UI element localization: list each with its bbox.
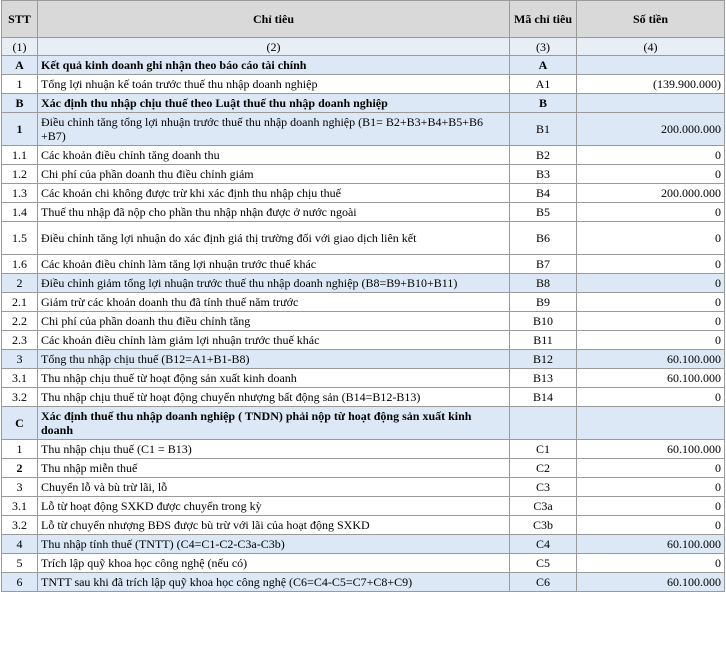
row-code: C5 <box>510 554 577 573</box>
row-code <box>510 407 577 440</box>
row-stt: 6 <box>2 573 38 592</box>
row-amount: 0 <box>577 274 725 293</box>
table-row <box>2 350 725 369</box>
row-label: Điều chỉnh tăng lợi nhuận do xác định giá thị trường đối với giao dịch liên kết <box>38 222 510 255</box>
row-stt: 1 <box>2 75 38 94</box>
row-amount: 0 <box>577 203 725 222</box>
row-code: B7 <box>510 255 577 274</box>
header-chi-tieu: Chỉ tiêu <box>38 1 510 38</box>
row-code: C3a <box>510 497 577 516</box>
row-label: Thu nhập chịu thuế từ hoạt động chuyển nhượng bất động sản (B14=B12-B13) <box>38 388 510 407</box>
row-label: Giảm trừ các khoản doanh thu đã tính thuế năm trước <box>38 293 510 312</box>
table-body <box>2 38 725 592</box>
row-amount: 60.100.000 <box>577 369 725 388</box>
row-code: C6 <box>510 573 577 592</box>
row-label: Thu nhập tính thuế (TNTT) (C4=C1-C2-C3a-C3b) <box>38 535 510 554</box>
row-amount: 0 <box>577 146 725 165</box>
row-label: Các khoản chi không được trừ khi xác định thu nhập chịu thuế <box>38 184 510 203</box>
row-amount: 200.000.000 <box>577 184 725 203</box>
row-label: Thu nhập chịu thuế (C1 = B13) <box>38 440 510 459</box>
row-stt: 1 <box>2 440 38 459</box>
row-amount: 0 <box>577 459 725 478</box>
row-stt: 3.1 <box>2 369 38 388</box>
table-row <box>2 497 725 516</box>
row-label: Thuế thu nhập đã nộp cho phần thu nhập nhận được ở nước ngoài <box>38 203 510 222</box>
row-code: B9 <box>510 293 577 312</box>
table-row <box>2 222 725 255</box>
row-label: Các khoản điều chỉnh tăng doanh thu <box>38 146 510 165</box>
index-cell: (1) <box>2 38 38 56</box>
row-stt: 3 <box>2 350 38 369</box>
table-row <box>2 459 725 478</box>
row-code: B14 <box>510 388 577 407</box>
row-amount: 0 <box>577 478 725 497</box>
row-stt: 4 <box>2 535 38 554</box>
row-amount: 60.100.000 <box>577 573 725 592</box>
row-amount <box>577 94 725 113</box>
row-code: B4 <box>510 184 577 203</box>
row-code: B3 <box>510 165 577 184</box>
row-code: B12 <box>510 350 577 369</box>
row-label: Các khoản điều chỉnh làm giảm lợi nhuận trước thuế khác <box>38 331 510 350</box>
row-stt: 2.3 <box>2 331 38 350</box>
row-amount: 0 <box>577 331 725 350</box>
table-row <box>2 369 725 388</box>
row-stt: A <box>2 56 38 75</box>
row-code: B2 <box>510 146 577 165</box>
row-label: Lỗ từ hoạt động SXKD được chuyển trong kỳ <box>38 497 510 516</box>
row-stt: 3.2 <box>2 516 38 535</box>
row-label: Xác định thu nhập chịu thuế theo Luật thuế thu nhập doanh nghiệp <box>38 94 510 113</box>
row-label: Điều chỉnh giảm tổng lợi nhuận trước thuế thu nhập doanh nghiệp (B8=B9+B10+B11) <box>38 274 510 293</box>
row-stt: 3 <box>2 478 38 497</box>
row-code: B10 <box>510 312 577 331</box>
table-row <box>2 184 725 203</box>
table-row <box>2 554 725 573</box>
row-amount: 0 <box>577 497 725 516</box>
tax-finalization-table <box>1 0 725 592</box>
table-row <box>2 293 725 312</box>
row-label: Tổng thu nhập chịu thuế (B12=A1+B1-B8) <box>38 350 510 369</box>
row-stt: 2 <box>2 459 38 478</box>
row-label: Thu nhập chịu thuế từ hoạt động sản xuất kinh doanh <box>38 369 510 388</box>
row-label: Tổng lợi nhuận kế toán trước thuế thu nhập doanh nghiệp <box>38 75 510 94</box>
row-label: Trích lập quỹ khoa học công nghệ (nếu có) <box>38 554 510 573</box>
row-stt: 2.2 <box>2 312 38 331</box>
row-code: A1 <box>510 75 577 94</box>
row-label: Xác định thuế thu nhập doanh nghiệp ( TNDN) phải nộp từ hoạt động sản xuất kinh doanh <box>38 407 510 440</box>
row-code: B8 <box>510 274 577 293</box>
row-amount: 0 <box>577 516 725 535</box>
row-amount: 60.100.000 <box>577 440 725 459</box>
table-row <box>2 388 725 407</box>
table-row <box>2 573 725 592</box>
row-label: Chuyển lỗ và bù trừ lãi, lỗ <box>38 478 510 497</box>
table-row <box>2 312 725 331</box>
table-row <box>2 203 725 222</box>
row-amount: 0 <box>577 165 725 184</box>
table-row <box>2 478 725 497</box>
row-amount <box>577 56 725 75</box>
table-row <box>2 56 725 75</box>
row-code: B <box>510 94 577 113</box>
row-stt: 5 <box>2 554 38 573</box>
row-code: B13 <box>510 369 577 388</box>
row-stt: 1.2 <box>2 165 38 184</box>
row-label: TNTT sau khi đã trích lập quỹ khoa học công nghệ (C6=C4-C5=C7+C8+C9) <box>38 573 510 592</box>
header-stt: STT <box>2 1 38 38</box>
row-stt: 1.4 <box>2 203 38 222</box>
row-stt: 1.5 <box>2 222 38 255</box>
row-amount: 0 <box>577 293 725 312</box>
row-amount: 60.100.000 <box>577 535 725 554</box>
row-amount <box>577 407 725 440</box>
index-cell: (2) <box>38 38 510 56</box>
row-amount: 0 <box>577 222 725 255</box>
table-row <box>2 255 725 274</box>
row-stt: 1.6 <box>2 255 38 274</box>
row-code: B11 <box>510 331 577 350</box>
row-label: Chi phí của phần doanh thu điều chỉnh tăng <box>38 312 510 331</box>
header-so-tien: Số tiền <box>577 1 725 38</box>
row-label: Thu nhập miễn thuế <box>38 459 510 478</box>
row-stt: 3.1 <box>2 497 38 516</box>
table-row <box>2 274 725 293</box>
row-label: Chi phí của phần doanh thu điều chỉnh giảm <box>38 165 510 184</box>
table-row <box>2 535 725 554</box>
table-row <box>2 331 725 350</box>
row-stt: 2 <box>2 274 38 293</box>
row-amount: 60.100.000 <box>577 350 725 369</box>
table-row <box>2 75 725 94</box>
row-label: Lỗ từ chuyển nhượng BĐS được bù trừ với lãi của hoạt động SXKD <box>38 516 510 535</box>
row-stt: 1.3 <box>2 184 38 203</box>
row-amount: (139.900.000) <box>577 75 725 94</box>
row-code: C4 <box>510 535 577 554</box>
row-stt: C <box>2 407 38 440</box>
table-row <box>2 113 725 146</box>
row-code: B5 <box>510 203 577 222</box>
row-stt: 2.1 <box>2 293 38 312</box>
table-row <box>2 516 725 535</box>
row-label: Điều chỉnh tăng tổng lợi nhuận trước thuế thu nhập doanh nghiệp (B1= B2+B3+B4+B5+B6 +B7) <box>38 113 510 146</box>
row-code: C3b <box>510 516 577 535</box>
row-code: C1 <box>510 440 577 459</box>
row-code: B6 <box>510 222 577 255</box>
row-amount: 0 <box>577 312 725 331</box>
column-index-row <box>2 38 725 56</box>
table-row <box>2 440 725 459</box>
header-row <box>2 1 725 38</box>
row-stt: B <box>2 94 38 113</box>
row-stt: 1.1 <box>2 146 38 165</box>
row-label: Kết quả kinh doanh ghi nhận theo báo cáo tài chính <box>38 56 510 75</box>
index-cell: (4) <box>577 38 725 56</box>
header-ma-chi-tieu: Mã chỉ tiêu <box>510 1 577 38</box>
row-stt: 1 <box>2 113 38 146</box>
table-row <box>2 146 725 165</box>
row-code: C2 <box>510 459 577 478</box>
index-cell: (3) <box>510 38 577 56</box>
row-code: B1 <box>510 113 577 146</box>
row-amount: 0 <box>577 255 725 274</box>
row-amount: 200.000.000 <box>577 113 725 146</box>
row-code: A <box>510 56 577 75</box>
row-stt: 3.2 <box>2 388 38 407</box>
row-amount: 0 <box>577 388 725 407</box>
table-row <box>2 165 725 184</box>
table-row <box>2 94 725 113</box>
row-label: Các khoản điều chỉnh làm tăng lợi nhuận trước thuế khác <box>38 255 510 274</box>
row-code: C3 <box>510 478 577 497</box>
table-row <box>2 407 725 440</box>
row-amount: 0 <box>577 554 725 573</box>
